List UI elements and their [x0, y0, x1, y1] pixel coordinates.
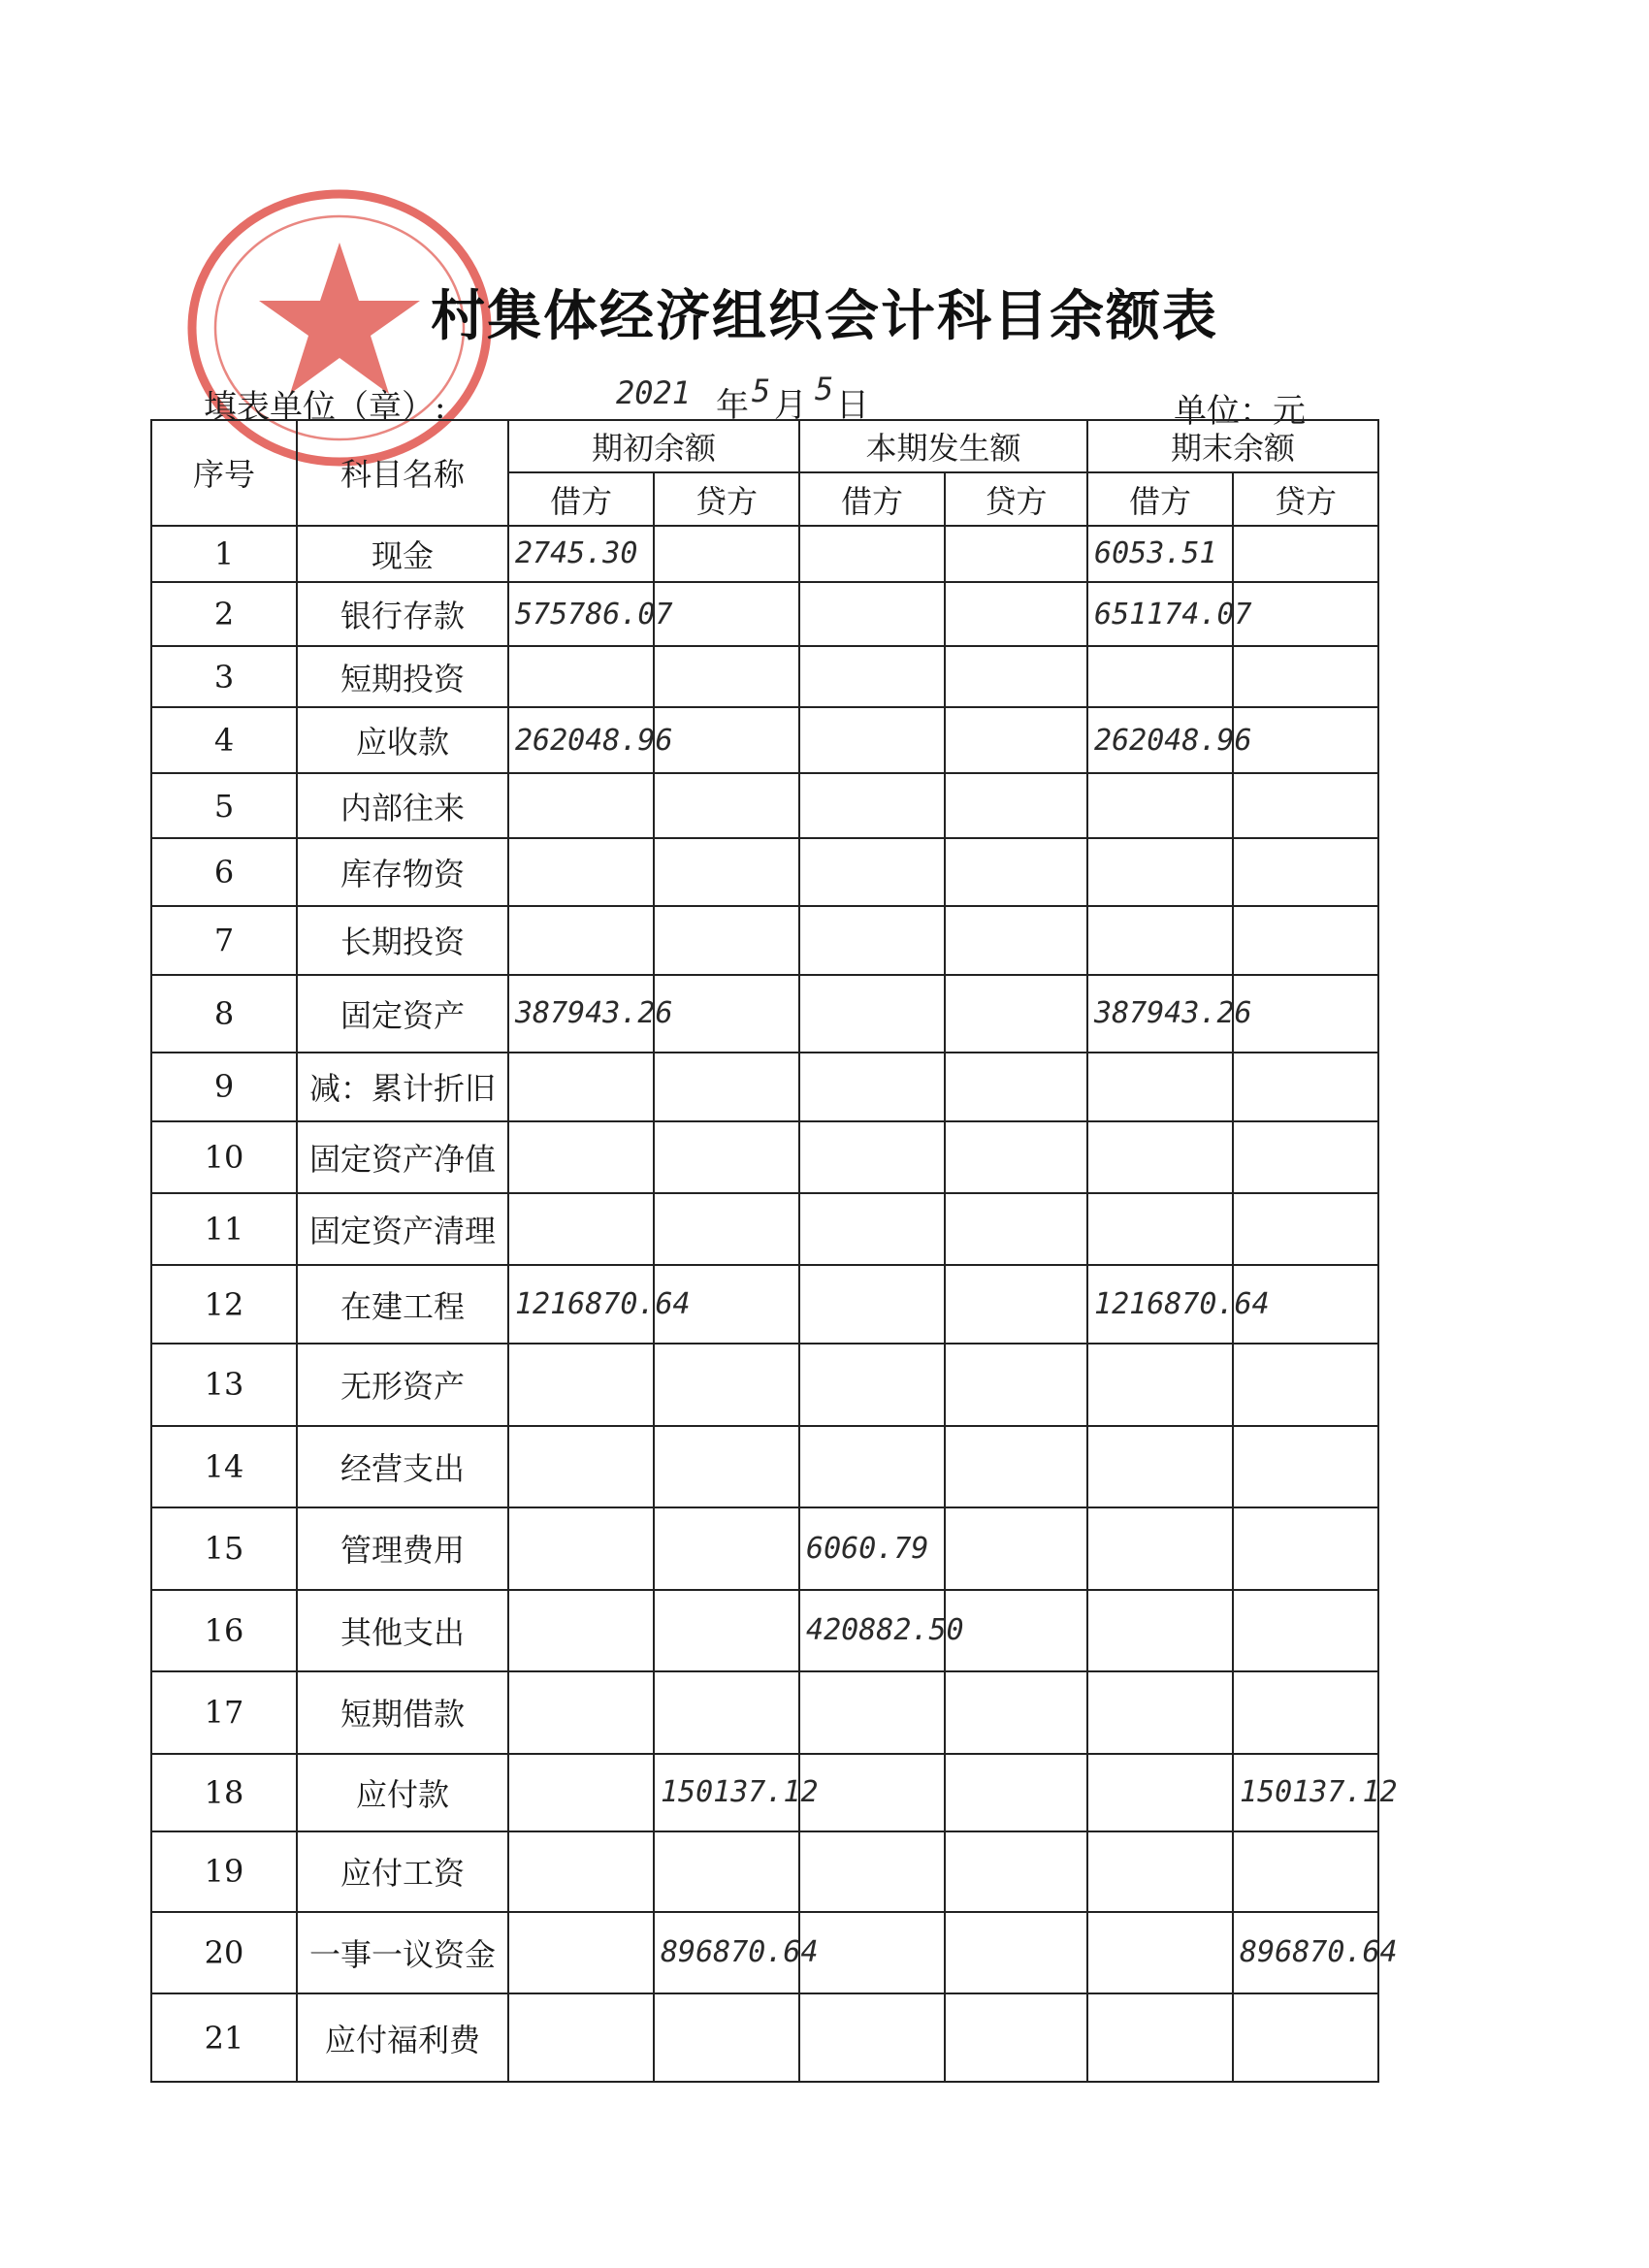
cell-closing-debit: 6053.51 — [1087, 526, 1233, 582]
cell-closing-debit — [1087, 1193, 1233, 1265]
header-opening-debit: 借方 — [508, 472, 654, 525]
balance-table — [150, 419, 1398, 2083]
cell-opening-debit — [508, 1912, 654, 1994]
cell-opening-credit — [654, 526, 799, 582]
cell-current-debit: 420882.50 — [799, 1590, 945, 1672]
cell-closing-credit — [1233, 1831, 1378, 1912]
cell-closing-credit: 896870.64 — [1233, 1912, 1378, 1994]
table-row — [151, 1831, 1378, 1912]
cell-current-credit — [945, 1993, 1087, 2082]
cell-current-credit — [945, 975, 1087, 1053]
table-row — [151, 1590, 1378, 1672]
cell-current-debit — [799, 1344, 945, 1426]
header-opening-credit: 贷方 — [654, 472, 799, 525]
cell-current-credit — [945, 582, 1087, 646]
cell-current-credit — [945, 838, 1087, 906]
row-seq: 6 — [151, 838, 297, 906]
header-current-debit: 借方 — [799, 472, 945, 525]
cell-closing-credit: 150137.12 — [1233, 1754, 1378, 1832]
cell-current-debit — [799, 1993, 945, 2082]
cell-current-debit — [799, 646, 945, 706]
cell-opening-credit — [654, 1507, 799, 1590]
table-row — [151, 1193, 1378, 1265]
header-subject: 科目名称 — [297, 420, 508, 526]
cell-current-debit — [799, 1193, 945, 1265]
currency-label: 单位：元 — [1174, 392, 1306, 431]
date-day-char: 日 — [836, 386, 869, 425]
cell-closing-credit — [1233, 707, 1378, 773]
cell-current-credit — [945, 906, 1087, 974]
table-row — [151, 582, 1378, 646]
cell-closing-debit: 1216870.64 — [1087, 1265, 1233, 1344]
cell-opening-debit — [508, 1193, 654, 1265]
cell-opening-credit — [654, 1344, 799, 1426]
table-row — [151, 1912, 1378, 1994]
header-row-1 — [151, 420, 1378, 472]
cell-opening-credit — [654, 1590, 799, 1672]
row-subject-name: 减：累计折旧 — [297, 1053, 508, 1120]
page-title: 村集体经济组织会计科目余额表 — [431, 285, 1218, 348]
cell-closing-debit — [1087, 1344, 1233, 1426]
table-row — [151, 707, 1378, 773]
cell-current-credit — [945, 526, 1087, 582]
cell-closing-debit — [1087, 1426, 1233, 1508]
cell-current-debit — [799, 1265, 945, 1344]
date-month: 5 — [752, 373, 771, 409]
row-seq: 9 — [151, 1053, 297, 1120]
table-row — [151, 1426, 1378, 1508]
cell-current-credit — [945, 707, 1087, 773]
row-subject-name: 在建工程 — [297, 1265, 508, 1344]
row-subject-name: 库存物资 — [297, 838, 508, 906]
row-seq: 11 — [151, 1193, 297, 1265]
cell-opening-credit — [654, 1053, 799, 1120]
cell-closing-credit — [1233, 526, 1378, 582]
row-subject-name: 管理费用 — [297, 1507, 508, 1590]
cell-opening-debit — [508, 1121, 654, 1193]
cell-opening-debit — [508, 1671, 654, 1754]
row-subject-name: 固定资产清理 — [297, 1193, 508, 1265]
cell-current-credit — [945, 646, 1087, 706]
cell-opening-debit — [508, 1754, 654, 1832]
date-month-char: 月 — [774, 386, 807, 425]
row-subject-name: 应收款 — [297, 707, 508, 773]
cell-closing-credit — [1233, 773, 1378, 837]
row-seq: 19 — [151, 1831, 297, 1912]
cell-closing-debit: 651174.07 — [1087, 582, 1233, 646]
row-subject-name: 长期投资 — [297, 906, 508, 974]
cell-opening-credit — [654, 1671, 799, 1754]
cell-closing-credit — [1233, 1344, 1378, 1426]
cell-opening-credit — [654, 838, 799, 906]
row-subject-name: 应付工资 — [297, 1831, 508, 1912]
row-subject-name: 固定资产净值 — [297, 1121, 508, 1193]
cell-current-credit — [945, 1426, 1087, 1508]
table-row — [151, 906, 1378, 974]
cell-opening-debit — [508, 773, 654, 837]
date-year: 2021 — [616, 374, 692, 411]
row-subject-name: 银行存款 — [297, 582, 508, 646]
row-seq: 15 — [151, 1507, 297, 1590]
cell-closing-debit — [1087, 1912, 1233, 1994]
row-seq: 21 — [151, 1993, 297, 2082]
cell-opening-debit: 1216870.64 — [508, 1265, 654, 1344]
cell-closing-debit — [1087, 1053, 1233, 1120]
row-subject-name: 短期投资 — [297, 646, 508, 706]
cell-closing-debit — [1087, 1590, 1233, 1672]
table-row — [151, 773, 1378, 837]
header-closing-debit: 借方 — [1087, 472, 1233, 525]
table-row — [151, 1265, 1378, 1344]
cell-opening-credit — [654, 975, 799, 1053]
cell-current-credit — [945, 1754, 1087, 1832]
cell-closing-credit — [1233, 646, 1378, 706]
row-subject-name: 其他支出 — [297, 1590, 508, 1672]
cell-opening-debit — [508, 1507, 654, 1590]
cell-closing-debit — [1087, 1754, 1233, 1832]
cell-closing-credit — [1233, 582, 1378, 646]
cell-opening-credit — [654, 906, 799, 974]
table-row — [151, 1053, 1378, 1120]
cell-current-credit — [945, 1053, 1087, 1120]
table-row — [151, 975, 1378, 1053]
cell-closing-debit — [1087, 646, 1233, 706]
cell-current-credit — [945, 1507, 1087, 1590]
cell-opening-credit — [654, 1993, 799, 2082]
cell-opening-debit: 387943.26 — [508, 975, 654, 1053]
cell-current-credit — [945, 773, 1087, 837]
cell-closing-debit — [1087, 838, 1233, 906]
cell-current-credit — [945, 1671, 1087, 1754]
cell-current-debit — [799, 1671, 945, 1754]
cell-opening-credit — [654, 773, 799, 837]
row-subject-name: 应付福利费 — [297, 1993, 508, 2082]
cell-closing-debit — [1087, 773, 1233, 837]
date-day: 5 — [815, 371, 834, 407]
table-row — [151, 1507, 1378, 1590]
cell-current-credit — [945, 1831, 1087, 1912]
cell-current-debit — [799, 1754, 945, 1832]
row-seq: 10 — [151, 1121, 297, 1193]
cell-opening-debit — [508, 906, 654, 974]
cell-current-debit — [799, 975, 945, 1053]
cell-closing-debit: 262048.96 — [1087, 707, 1233, 773]
header-closing-credit: 贷方 — [1233, 472, 1378, 525]
table-row — [151, 838, 1378, 906]
cell-closing-credit — [1233, 1993, 1378, 2082]
cell-current-credit — [945, 1193, 1087, 1265]
cell-closing-debit — [1087, 906, 1233, 974]
cell-current-credit — [945, 1265, 1087, 1344]
cell-current-debit — [799, 1426, 945, 1508]
row-subject-name: 无形资产 — [297, 1344, 508, 1426]
row-seq: 7 — [151, 906, 297, 974]
cell-current-debit: 6060.79 — [799, 1507, 945, 1590]
cell-closing-debit: 387943.26 — [1087, 975, 1233, 1053]
row-seq: 8 — [151, 975, 297, 1053]
table-row — [151, 1344, 1378, 1426]
cell-closing-credit — [1233, 1053, 1378, 1120]
cell-closing-debit — [1087, 1507, 1233, 1590]
row-seq: 13 — [151, 1344, 297, 1426]
row-seq: 4 — [151, 707, 297, 773]
cell-opening-debit — [508, 1053, 654, 1120]
cell-closing-credit — [1233, 975, 1378, 1053]
cell-closing-credit — [1233, 1121, 1378, 1193]
cell-opening-debit — [508, 1993, 654, 2082]
cell-closing-debit — [1087, 1993, 1233, 2082]
row-subject-name: 一事一议资金 — [297, 1912, 508, 1994]
cell-opening-debit: 2745.30 — [508, 526, 654, 582]
cell-opening-debit — [508, 838, 654, 906]
cell-closing-credit — [1233, 1426, 1378, 1508]
cell-current-debit — [799, 1831, 945, 1912]
cell-closing-credit — [1233, 1507, 1378, 1590]
row-seq: 2 — [151, 582, 297, 646]
header-closing: 期末余额 — [1087, 420, 1378, 472]
cell-closing-debit — [1087, 1831, 1233, 1912]
cell-opening-debit — [508, 646, 654, 706]
row-seq: 3 — [151, 646, 297, 706]
cell-current-credit — [945, 1121, 1087, 1193]
cell-opening-credit — [654, 1193, 799, 1265]
row-subject-name: 现金 — [297, 526, 508, 582]
cell-closing-credit — [1233, 1671, 1378, 1754]
header-current-credit: 贷方 — [945, 472, 1087, 525]
table-row — [151, 1121, 1378, 1193]
header-current: 本期发生额 — [799, 420, 1087, 472]
cell-opening-debit — [508, 1831, 654, 1912]
cell-closing-credit — [1233, 838, 1378, 906]
cell-current-debit — [799, 582, 945, 646]
cell-current-debit — [799, 1121, 945, 1193]
cell-current-credit — [945, 1344, 1087, 1426]
table-row — [151, 1754, 1378, 1832]
cell-opening-credit: 896870.64 — [654, 1912, 799, 1994]
cell-closing-credit — [1233, 1193, 1378, 1265]
row-seq: 1 — [151, 526, 297, 582]
cell-current-debit — [799, 773, 945, 837]
cell-opening-credit — [654, 707, 799, 773]
cell-current-debit — [799, 1912, 945, 1994]
table-row — [151, 646, 1378, 706]
cell-current-debit — [799, 526, 945, 582]
row-subject-name: 短期借款 — [297, 1671, 508, 1754]
table-row — [151, 1993, 1378, 2082]
table-row — [151, 1671, 1378, 1754]
cell-current-debit — [799, 707, 945, 773]
row-seq: 14 — [151, 1426, 297, 1508]
row-seq: 20 — [151, 1912, 297, 1994]
unit-label: 填表单位（章）: — [204, 388, 446, 427]
cell-current-debit — [799, 838, 945, 906]
cell-opening-debit — [508, 1590, 654, 1672]
cell-opening-credit — [654, 1831, 799, 1912]
cell-current-debit — [799, 906, 945, 974]
cell-current-credit — [945, 1912, 1087, 1994]
header-opening: 期初余额 — [508, 420, 799, 472]
row-subject-name: 固定资产 — [297, 975, 508, 1053]
cell-closing-credit — [1233, 906, 1378, 974]
cell-opening-debit — [508, 1426, 654, 1508]
cell-opening-credit — [654, 646, 799, 706]
cell-opening-debit: 262048.96 — [508, 707, 654, 773]
cell-current-debit — [799, 1053, 945, 1120]
cell-current-credit — [945, 1590, 1087, 1672]
cell-opening-debit: 575786.07 — [508, 582, 654, 646]
cell-opening-debit — [508, 1344, 654, 1426]
cell-opening-credit: 150137.12 — [654, 1754, 799, 1832]
row-seq: 5 — [151, 773, 297, 837]
row-subject-name: 内部往来 — [297, 773, 508, 837]
row-subject-name: 应付款 — [297, 1754, 508, 1832]
cell-closing-debit — [1087, 1671, 1233, 1754]
cell-opening-credit — [654, 582, 799, 646]
row-seq: 18 — [151, 1754, 297, 1832]
table-row — [151, 526, 1378, 582]
row-seq: 16 — [151, 1590, 297, 1672]
cell-opening-credit — [654, 1121, 799, 1193]
cell-opening-credit — [654, 1426, 799, 1508]
date-year-char: 年 — [716, 386, 749, 425]
row-seq: 12 — [151, 1265, 297, 1344]
row-subject-name: 经营支出 — [297, 1426, 508, 1508]
row-seq: 17 — [151, 1671, 297, 1754]
header-seq: 序号 — [151, 420, 297, 526]
cell-closing-debit — [1087, 1121, 1233, 1193]
cell-closing-credit — [1233, 1590, 1378, 1672]
